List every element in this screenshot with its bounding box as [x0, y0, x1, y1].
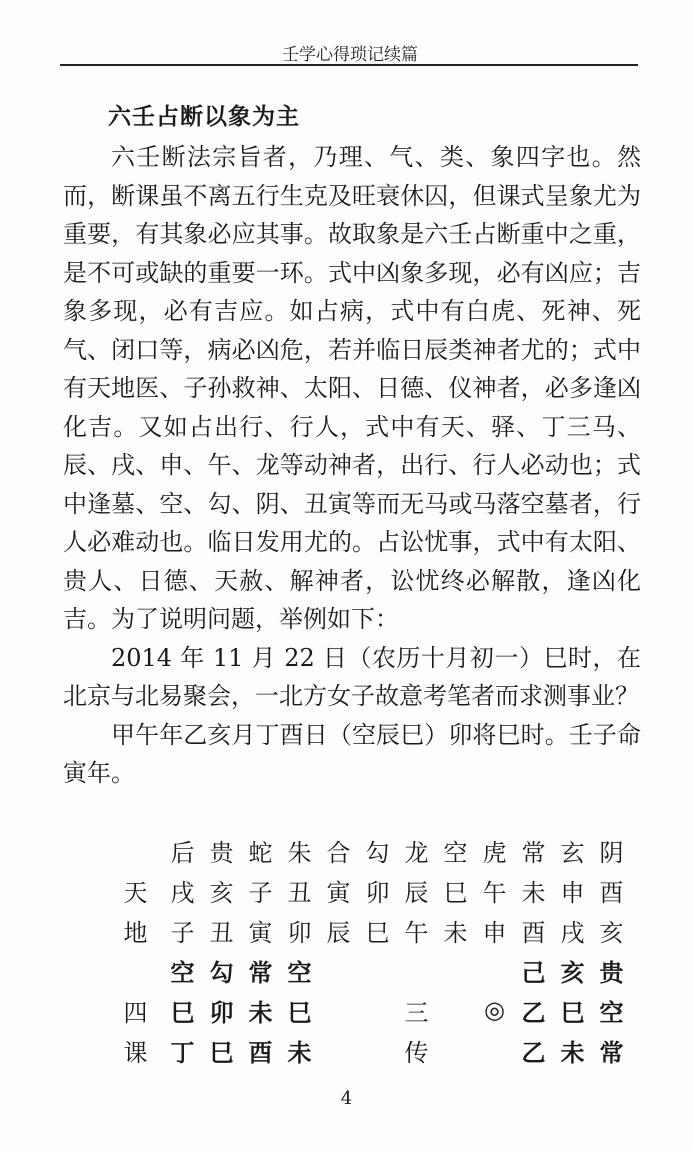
- chuan-branch: 巳: [560, 998, 585, 1027]
- heaven-branch: 子: [248, 878, 273, 907]
- earth-branch: 寅: [248, 918, 273, 947]
- ke-branch: 巳: [170, 998, 195, 1027]
- paragraph: 2014 年 11 月 22 日（农历十月初一）巳时，在北京与北易聚会，一北方女子故意考笔者而求测事业？: [63, 643, 641, 710]
- heaven-branch: 亥: [209, 878, 234, 907]
- ke-stem: 未: [287, 1038, 312, 1067]
- paragraph: 甲午年乙亥月丁酉日（空辰巳）卯将巳时。壬子命寅年。: [63, 720, 641, 787]
- chuan-general: 常: [599, 1038, 624, 1067]
- general: 朱: [287, 838, 312, 867]
- earth-branch: 辰: [326, 918, 351, 947]
- general: 常: [521, 838, 546, 867]
- general: 贵: [209, 838, 234, 867]
- generals-row: [108, 830, 631, 870]
- heaven-branch: 未: [521, 878, 546, 907]
- heaven-branch: 辰: [404, 878, 429, 907]
- chuan-stem: 己: [521, 958, 546, 987]
- heaven-row: [108, 870, 631, 910]
- ke-stem: 酉: [248, 1038, 273, 1067]
- ke-general: 空: [170, 958, 195, 987]
- earth-branch: 申: [482, 918, 507, 947]
- chuan-branch: 亥: [560, 958, 585, 987]
- body-text: [63, 138, 641, 793]
- general: 蛇: [248, 838, 273, 867]
- chuan-branch: 未: [560, 1038, 585, 1067]
- chuan-general: 贵: [599, 958, 624, 987]
- heaven-branch: 酉: [599, 878, 624, 907]
- heaven-branch: 申: [560, 878, 585, 907]
- ke-chuan-row-1: [108, 950, 631, 990]
- general: 勾: [365, 838, 390, 867]
- ke-branch: 巳: [287, 998, 312, 1027]
- earth-branch: 卯: [287, 918, 312, 947]
- header-rule: [60, 64, 638, 66]
- general: 阴: [599, 838, 624, 867]
- heaven-branch: 午: [482, 878, 507, 907]
- ke-chuan-row-2: [108, 990, 631, 1030]
- double-circle-icon: ◎: [484, 996, 505, 1024]
- general: 玄: [560, 838, 585, 867]
- general: 龙: [404, 838, 429, 867]
- heaven-branch: 寅: [326, 878, 351, 907]
- ke-chuan-row-3: [108, 1030, 631, 1070]
- earth-label: 地: [123, 918, 148, 947]
- earth-branch: 酉: [521, 918, 546, 947]
- earth-branch: 巳: [365, 918, 390, 947]
- ke-branch: 卯: [209, 998, 234, 1027]
- section-title: 六壬占断以象为主: [108, 104, 300, 130]
- earth-row: [108, 910, 631, 950]
- chuan-label-top: 三: [404, 998, 429, 1027]
- chuan-stem: 乙: [521, 998, 546, 1027]
- earth-branch: 丑: [209, 918, 234, 947]
- ke-branch: 未: [248, 998, 273, 1027]
- ke-label-bottom: 课: [123, 1038, 148, 1067]
- earth-branch: 午: [404, 918, 429, 947]
- heaven-branch: 丑: [287, 878, 312, 907]
- running-header: 壬学心得琐记续篇: [282, 45, 418, 65]
- divination-chart: [108, 830, 631, 1070]
- heaven-label: 天: [123, 878, 148, 907]
- chuan-label-bottom: 传: [404, 1038, 429, 1067]
- earth-branch: 戌: [560, 918, 585, 947]
- heaven-branch: 戌: [170, 878, 195, 907]
- ke-general: 勾: [209, 958, 234, 987]
- general: 空: [443, 838, 468, 867]
- heaven-branch: 卯: [365, 878, 390, 907]
- earth-branch: 子: [170, 918, 195, 947]
- ke-general: 常: [248, 958, 273, 987]
- general: 虎: [482, 838, 507, 867]
- ke-general: 空: [287, 958, 312, 987]
- ke-stem: 丁: [170, 1038, 195, 1067]
- paragraph: 六壬断法宗旨者，乃理、气、类、象四字也。然而，断课虽不离五行生克及旺衰休囚，但课式呈象尤为重要，有其象必应其事。故取象是六壬占断重中之重，是不可或缺的重要一环。式中凶象多现，必有凶应；吉象多现，必有吉应。如占病，式中有白虎、死神、死气、闭口等，病必凶危，若并临日辰类神者尤的；式中有天地医、子孙救神、太阳、日德、仪神者，必多逢凶化吉。又如占出行、行人，式中有天、驿、丁三马、辰、戌、申、午、龙等动神者，出行、行人必动也；式中逢墓、空、勾、阴、丑寅等而无马或马落空墓者，行人必难动也。临日发用尤的。占讼忧事，式中有太阳、贵人、日德、天赦、解神者，讼忧终必解散，逢凶化吉。为了说明问题，举例如下：: [63, 143, 641, 633]
- heaven-branch: 巳: [443, 878, 468, 907]
- page-number: 4: [340, 1088, 353, 1109]
- ke-stem: 巳: [209, 1038, 234, 1067]
- general: 后: [170, 838, 195, 867]
- ke-label-top: 四: [123, 998, 148, 1027]
- earth-branch: 亥: [599, 918, 624, 947]
- earth-branch: 未: [443, 918, 468, 947]
- general: 合: [326, 838, 351, 867]
- chuan-stem: 乙: [521, 1038, 546, 1067]
- chuan-general: 空: [599, 998, 624, 1027]
